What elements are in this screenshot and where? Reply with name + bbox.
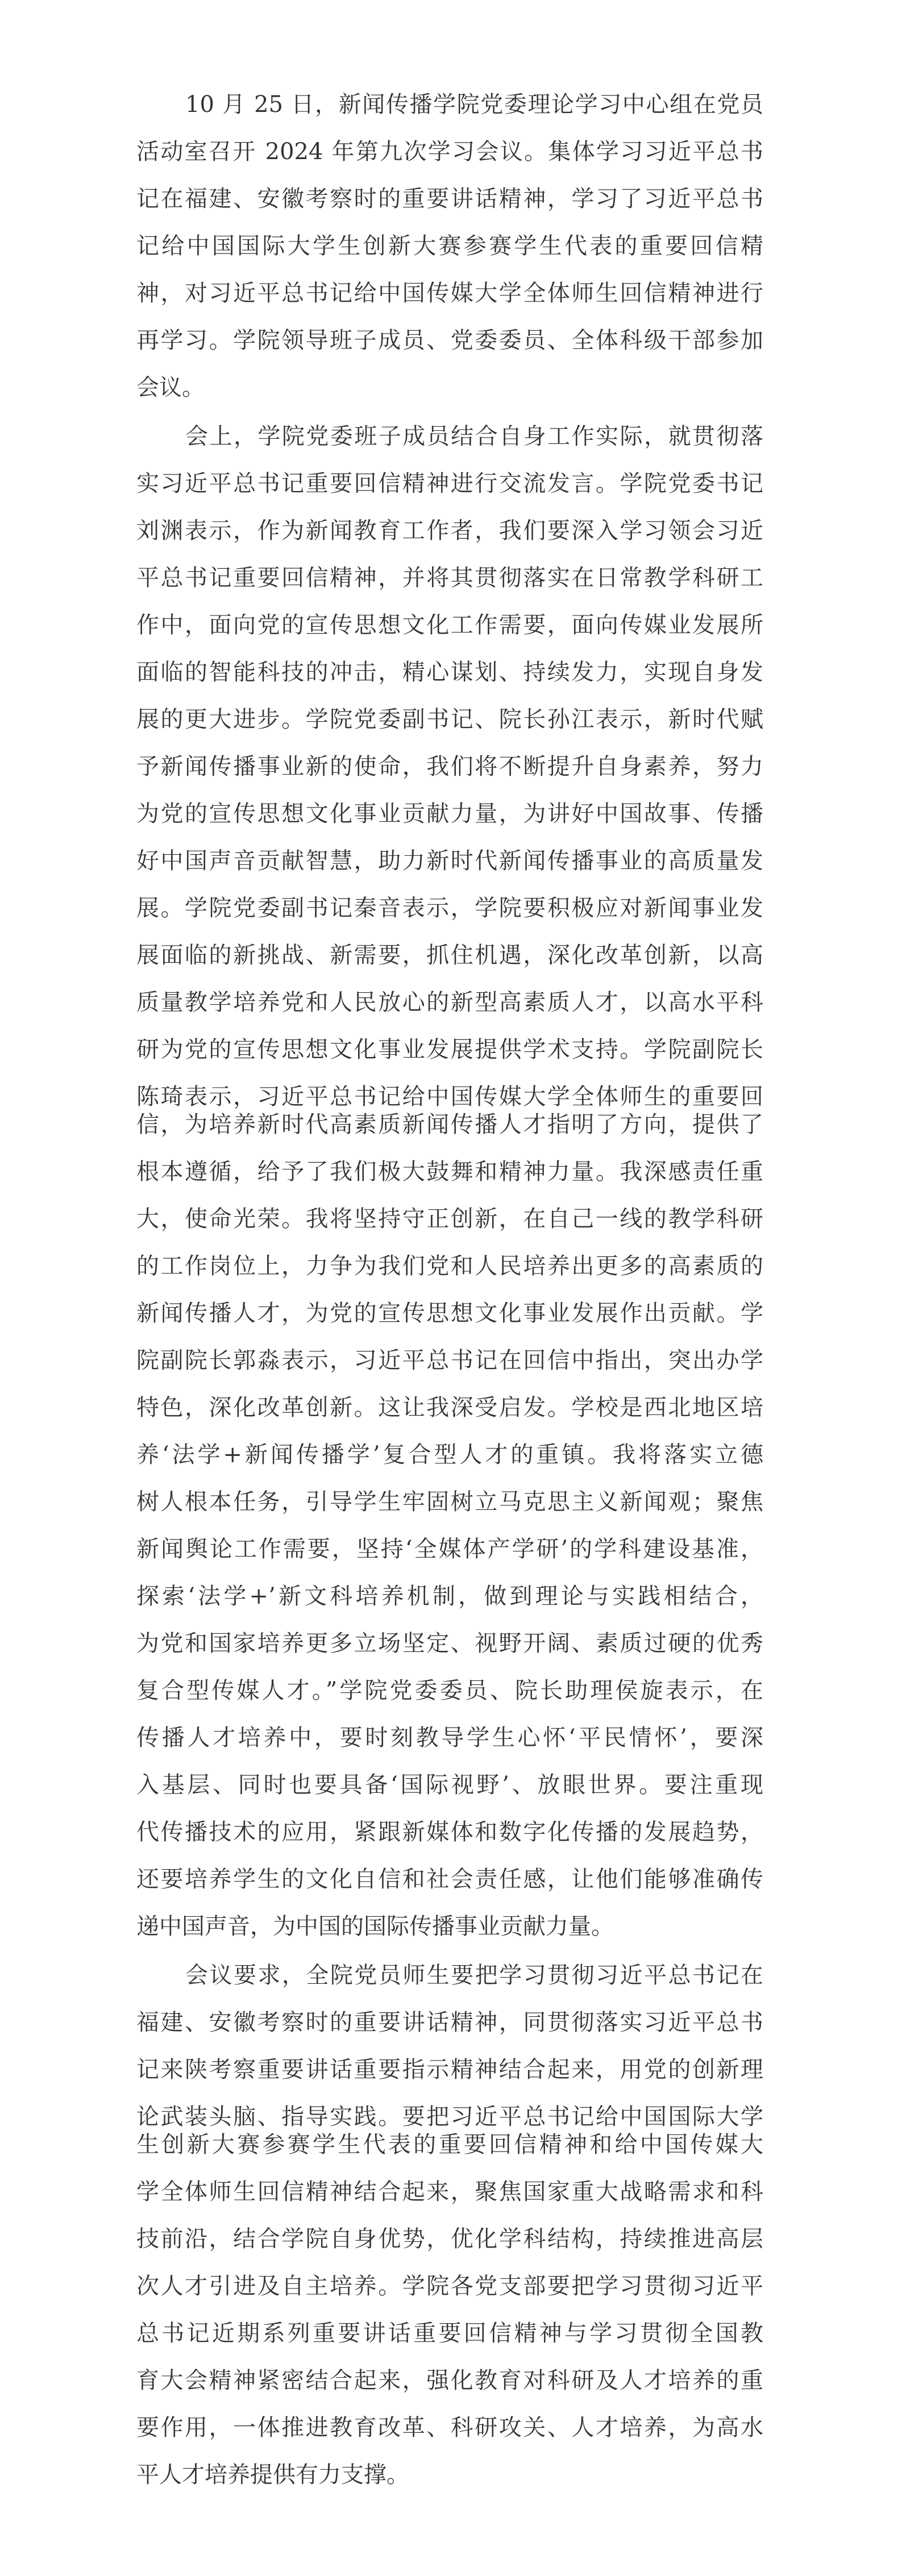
- text-line: 次人才引进及自主培养。学院各党支部要把学习贯彻习近平: [136, 2273, 763, 2299]
- text-line: 为党的宣传思想文化事业贡献力量，为讲好中国故事、传播: [136, 801, 763, 827]
- text-line: 养‘法学+新闻传播学’复合型人才的重镇。我将落实立德: [136, 1442, 763, 1468]
- text-line: 神，对习近平总书记给中国传媒大学全体师生回信精神进行: [136, 280, 763, 306]
- text-line: 传播人才培养中，要时刻教导学生心怀‘平民情怀’，要深: [136, 1725, 763, 1751]
- text-line: 研为党的宣传思想文化事业发展提供学术支持。学院副院长: [136, 1037, 763, 1063]
- text-line: 刘渊表示，作为新闻教育工作者，我们要深入学习领会习近: [136, 518, 763, 544]
- text-line: 展面临的新挑战、新需要，抓住机遇，深化改革创新，以高: [136, 942, 763, 968]
- text-line: 平人才培养提供有力支撑。: [136, 2462, 409, 2488]
- text-line: 好中国声音贡献智慧，助力新时代新闻传播事业的高质量发: [136, 848, 763, 874]
- text-line: 会上，学院党委班子成员结合自身工作实际，就贯彻落: [185, 423, 763, 450]
- text-line: 技前沿，结合学院自身优势，优化学科结构，持续推进高层: [136, 2226, 763, 2252]
- text-line: 院副院长郭淼表示，习近平总书记在回信中指出，突出办学: [136, 1347, 763, 1374]
- text-line: 复合型传媒人才。”学院党委委员、院长助理侯旋表示，在: [136, 1678, 763, 1704]
- text-line: 会议。: [136, 374, 205, 401]
- text-line: 予新闻传播事业新的使命，我们将不断提升自身素养，努力: [136, 754, 763, 780]
- text-line: 探索‘法学+’新文科培养机制，做到理论与实践相结合，: [136, 1583, 763, 1609]
- text-line: 新闻传播人才，为党的宣传思想文化事业发展作出贡献。学: [136, 1300, 763, 1326]
- text-line: 学全体师生回信精神结合起来，聚焦国家重大战略需求和科: [136, 2179, 763, 2205]
- text-line: 论武装头脑、指导实践。要把习近平总书记给中国国际大学: [136, 2104, 763, 2130]
- text-line: 树人根本任务，引导学生牢固树立马克思主义新闻观；聚焦: [136, 1489, 763, 1515]
- text-line: 生创新大赛参赛学生代表的重要回信精神和给中国传媒大: [136, 2132, 763, 2158]
- text-line: 还要培养学生的文化自信和社会责任感，让他们能够准确传: [136, 1866, 763, 1892]
- text-line: 新闻舆论工作需要，坚持‘全媒体产学研’的学科建设基准，: [136, 1536, 763, 1562]
- text-line: 的工作岗位上，力争为我们党和人民培养出更多的高素质的: [136, 1253, 763, 1279]
- text-line: 为党和国家培养更多立场坚定、视野开阔、素质过硬的优秀: [136, 1630, 763, 1657]
- text-line: 平总书记重要回信精神，并将其贯彻落实在日常教学科研工: [136, 565, 763, 591]
- text-line: 会议要求，全院党员师生要把学习贯彻习近平总书记在: [185, 1962, 763, 1988]
- text-line: 展。学院党委副书记秦音表示，学院要积极应对新闻事业发: [136, 895, 763, 921]
- text-line: 育大会精神紧密结合起来，强化教育对科研及人才培养的重: [136, 2367, 763, 2394]
- text-line: 特色，深化改革创新。这让我深受启发。学校是西北地区培: [136, 1395, 763, 1421]
- text-line: 陈琦表示，习近平总书记给中国传媒大学全体师生的重要回: [136, 1084, 763, 1110]
- text-line: 福建、安徽考察时的重要讲话精神，同贯彻落实习近平总书: [136, 2009, 763, 2036]
- text-line: 代传播技术的应用，紧跟新媒体和数字化传播的发展趋势，: [136, 1819, 763, 1845]
- text-line: 活动室召开 2024 年第九次学习会议。集体学习习近平总书: [136, 139, 763, 165]
- text-line: 再学习。学院领导班子成员、党委委员、全体科级干部参加: [136, 327, 763, 353]
- text-line: 入基层、同时也要具备‘国际视野’、放眼世界。要注重现: [136, 1772, 763, 1798]
- text-line: 质量教学培养党和人民放心的新型高素质人才，以高水平科: [136, 989, 763, 1016]
- text-line: 大，使命光荣。我将坚持守正创新，在自己一线的教学科研: [136, 1206, 763, 1232]
- text-line: 实习近平总书记重要回信精神进行交流发言。学院党委书记: [136, 471, 763, 497]
- text-line: 根本遵循，给予了我们极大鼓舞和精神力量。我深感责任重: [136, 1159, 763, 1185]
- text-line: 信，为培养新时代高素质新闻传播人才指明了方向，提供了: [136, 1112, 763, 1138]
- text-line: 10 月 25 日，新闻传播学院党委理论学习中心组在党员: [185, 91, 763, 118]
- text-line: 要作用，一体推进教育改革、科研攻关、人才培养，为高水: [136, 2415, 763, 2441]
- text-line: 展的更大进步。学院党委副书记、院长孙江表示，新时代赋: [136, 706, 763, 733]
- text-line: 面临的智能科技的冲击，精心谋划、持续发力，实现自身发: [136, 659, 763, 685]
- text-line: 总书记近期系列重要讲话重要回信精神与学习贯彻全国教: [136, 2320, 763, 2346]
- text-line: 记在福建、安徽考察时的重要讲话精神，学习了习近平总书: [136, 186, 763, 212]
- text-line: 记给中国国际大学生创新大赛参赛学生代表的重要回信精: [136, 233, 763, 259]
- text-line: 记来陕考察重要讲话重要指示精神结合起来，用党的创新理: [136, 2057, 763, 2083]
- text-line: 作中，面向党的宣传思想文化工作需要，面向传媒业发展所: [136, 612, 763, 638]
- text-line: 递中国声音，为中国的国际传播事业贡献力量。: [136, 1913, 614, 1940]
